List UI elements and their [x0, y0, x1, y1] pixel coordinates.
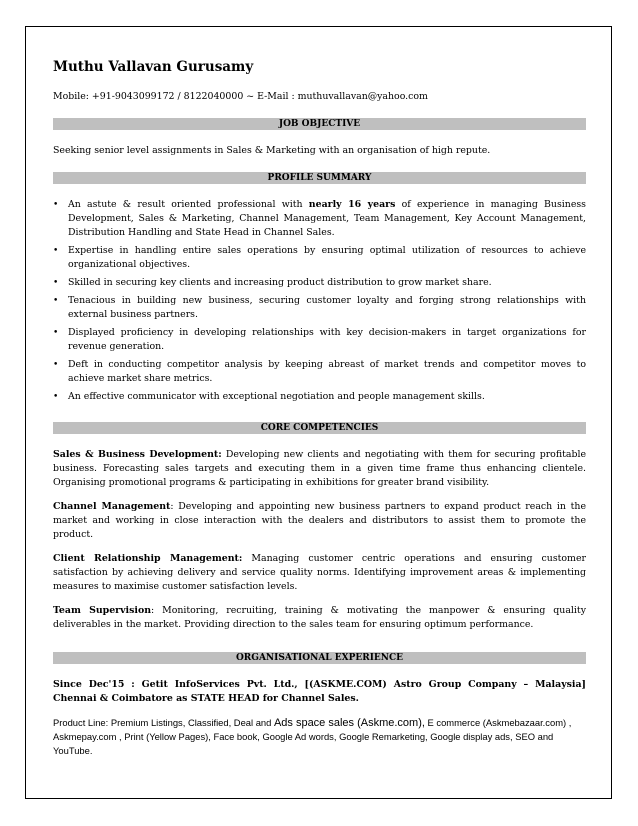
list-item: [53, 358, 586, 386]
summary-text: of experience in managing Business Development, Sales & Marketing, Channel Management, Team Management, Key Account Management, Distribution Handling and State Head in Channel Sales.: [68, 199, 586, 238]
summary-text: Tenacious in building new business, securing customer loyalty and forging strong relationships with external business partners.: [68, 295, 586, 320]
competency-title: Team Supervision: [53, 605, 152, 616]
summary-text: Skilled in securing key clients and increasing product distribution to grow market share.: [68, 277, 492, 288]
bullet-icon: •: [53, 200, 59, 210]
competency-sales: [53, 448, 586, 490]
competency-text: : Developing and appointing new business partners to expand product reach in the market and working in close interaction with the dealers and distributors to assist them to promote the product.: [53, 501, 586, 540]
contact-line: Mobile: +91-9043099172 / 8122040000 ~ E-Mail : muthuvallavan@yahoo.com: [53, 91, 428, 102]
competency-channel: [53, 500, 586, 542]
competency-text: Developing new clients and negotiating with them for securing profitable business. Forecasting sales targets and executing them in a given time frame thus enhancing clientele. Organising promotional programs & participating in exhibitions for greater brand visibility.: [53, 449, 586, 488]
summary-text: Expertise in handling entire sales operations by ensuring optimal utilization of resources to achieve organizational objectives.: [68, 245, 586, 270]
summary-text: Deft in conducting competitor analysis by keeping abreast of market trends and competitor moves to achieve market share metrics.: [68, 359, 586, 384]
section-profile-summary: PROFILE SUMMARY: [53, 172, 586, 184]
summary-text: An astute & result oriented professional with: [68, 199, 309, 210]
bullet-icon: •: [53, 296, 59, 306]
list-item: [53, 276, 586, 290]
product-text: E commerce (Askmebazaar.com) , Askmepay.com , Print (Yellow Pages), Face book, Google Ad words, Google Remarketing, Google display ads, SEO and YouTube.: [53, 717, 572, 756]
bullet-icon: •: [53, 328, 59, 338]
list-item: [53, 390, 586, 404]
experience-years: nearly 16 years: [308, 199, 396, 210]
section-core-competencies: CORE COMPETENCIES: [53, 422, 586, 434]
competency-title: Client Relationship Management:: [53, 553, 243, 564]
section-job-objective: JOB OBJECTIVE: [53, 118, 586, 130]
competency-text: : Monitoring, recruiting, training & motivating the manpower & ensuring quality deliverables in the market. Providing direction to the sales team for ensuring optimum performance.: [53, 605, 586, 630]
list-item: [53, 244, 586, 272]
resume-document: [53, 58, 586, 758]
product-text: Product Line: Premium Listings, Classified, Deal and: [53, 717, 274, 728]
list-item: [53, 294, 586, 322]
list-item: [53, 326, 586, 354]
objective-text: Seeking senior level assignments in Sales & Marketing with an organisation of high repute.: [53, 145, 491, 156]
competency-title: Channel Management: [53, 501, 171, 512]
product-line: [53, 716, 586, 758]
competency-team: [53, 604, 586, 632]
bullet-icon: •: [53, 360, 59, 370]
candidate-name: Muthu Vallavan Gurusamy: [53, 59, 254, 75]
bullet-icon: •: [53, 392, 59, 402]
summary-text: Displayed proficiency in developing relationships with key decision-makers in target organizations for revenue generation.: [68, 327, 586, 352]
product-text-large: Ads space sales (Askme.com),: [273, 717, 425, 729]
competency-text: Managing customer centric operations and ensuring customer satisfaction by achieving delivery and service quality norms. Identifying improvement areas & implementing measures to maximise customer satisfaction levels.: [53, 553, 586, 592]
competency-crm: [53, 552, 586, 594]
list-item: [53, 198, 586, 240]
summary-text: An effective communicator with exceptional negotiation and people management skills.: [68, 391, 485, 402]
competency-title: Sales & Business Development:: [53, 449, 222, 460]
bullet-icon: •: [53, 278, 59, 288]
bullet-icon: •: [53, 246, 59, 256]
experience-title: Since Dec'15 : Getit InfoServices Pvt. Ltd., [(ASKME.COM) Astro Group Company – Malaysia] Chennai & Coimbatore as STATE HEAD for Channel Sales.: [53, 679, 586, 704]
summary-list: [53, 198, 586, 404]
section-organisational-experience: ORGANISATIONAL EXPERIENCE: [53, 652, 586, 664]
